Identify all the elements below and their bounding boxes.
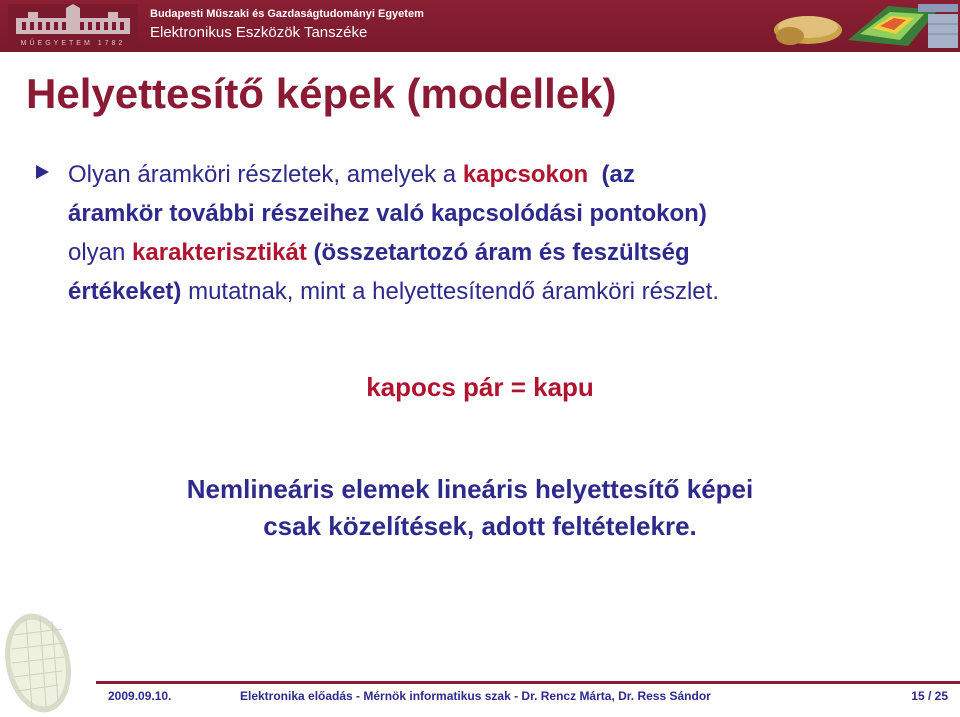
page-number: 15 / 25 [911, 689, 948, 703]
bullet-line-4: értékeket) mutatnak, mint a helyettesítendő áramköri részlet. [68, 278, 719, 305]
bullet-triangle-icon [36, 165, 49, 179]
approximation-note [0, 471, 960, 545]
semiconductor-chip-illustration [768, 0, 960, 52]
note-line-1: Nemlineáris elemek lineáris helyettesítő képei [186, 474, 754, 504]
bullet-line-3: olyan karakterisztikát (összetartozó áram és feszültség [68, 239, 690, 266]
bullet-line-2: áramkör további részeihez való kapcsolódási pontokon) [68, 200, 707, 227]
bullet-line-1: Olyan áramköri részletek, amelyek a kapcsokon (az [68, 161, 635, 188]
bullet-text [68, 155, 928, 311]
note-line-2: csak közelítések, adott feltételekre. [263, 511, 697, 541]
footer-course-info: Elektronika előadás - Mérnök informatikus szak - Dr. Rencz Márta, Dr. Ress Sándor [240, 689, 711, 703]
slide-title: Helyettesítő képek (modellek) [26, 70, 617, 117]
footer-divider [96, 681, 960, 684]
port-definition: kapocs pár = kapu [366, 372, 594, 402]
department-name: Elektronikus Eszközök Tanszéke [150, 24, 368, 41]
university-name: Budapesti Műszaki és Gazdaságtudományi Egyetem [150, 8, 424, 20]
footer-date: 2009.09.10. [108, 689, 172, 703]
university-logo [8, 4, 138, 48]
logo-caption: MŰEGYETEM 1782 [20, 40, 126, 47]
footer [0, 678, 960, 717]
header-bar [0, 0, 960, 52]
